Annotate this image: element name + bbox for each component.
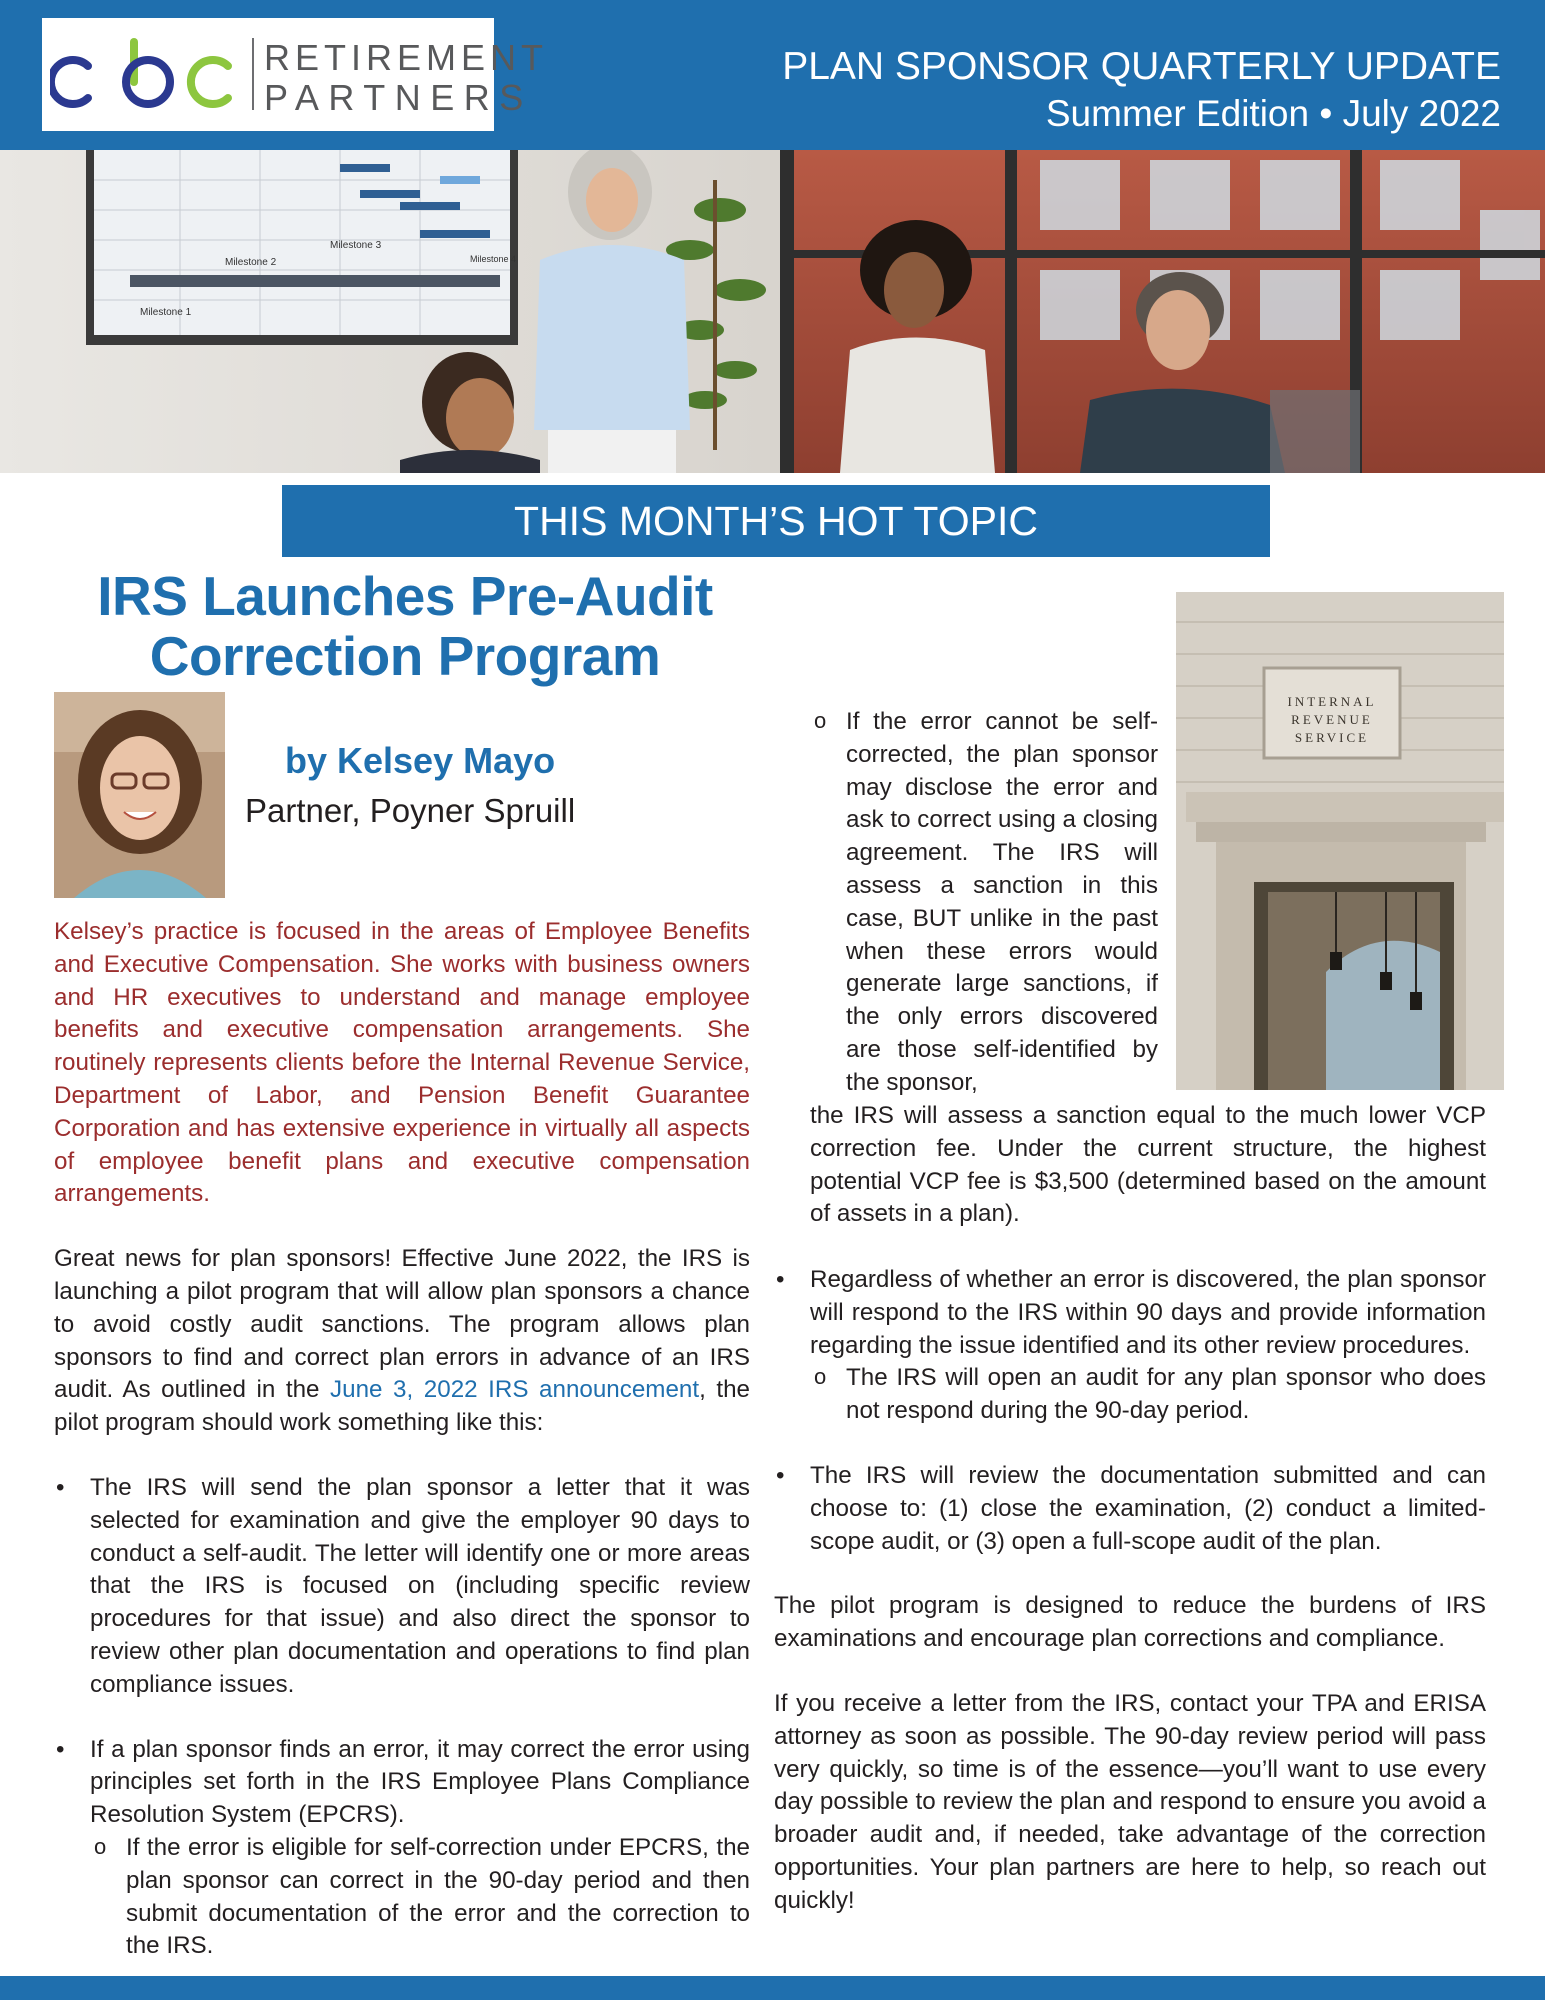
author-portrait bbox=[54, 692, 225, 898]
closing-paragraph-1: The pilot program is designed to reduce the burdens of IRS examinations and encourage plan corrections and compliance. bbox=[774, 1592, 1486, 1653]
list-item bbox=[90, 1832, 750, 1963]
irs-building-photo bbox=[1176, 592, 1504, 1090]
tv-milestone-2: Milestone 2 bbox=[225, 257, 277, 268]
left-column bbox=[54, 916, 750, 1963]
tv-milestone-4: Milestone 4 bbox=[470, 254, 517, 264]
intro-text-after-link: , the pilot program should work something like this: bbox=[54, 1376, 750, 1437]
tv-milestone-3: Milestone 3 bbox=[330, 240, 382, 251]
list-item bbox=[774, 1460, 1486, 1558]
right-column-bottom bbox=[774, 1264, 1486, 1918]
headline-line-1: IRS Launches Pre-Audit bbox=[97, 565, 713, 627]
article-byline: by Kelsey Mayo bbox=[285, 740, 556, 781]
list-item bbox=[774, 1264, 1486, 1428]
author-photo bbox=[54, 692, 225, 898]
company-logo bbox=[42, 18, 548, 131]
bullet-4-text: The IRS will review the documentation submitted and can choose to: (1) close the examination, (2) conduct a limited-scope audit, or (3) open a full-scope audit of the plan. bbox=[810, 1461, 1486, 1555]
steps-list-right bbox=[774, 1264, 1486, 1558]
author-affiliation: Partner, Poyner Spruill bbox=[245, 792, 576, 829]
office-meeting-illustration bbox=[0, 150, 1545, 473]
publication-title: PLAN SPONSOR QUARTERLY UPDATE bbox=[782, 45, 1501, 88]
irs-sign-line-2: REVENUE bbox=[1291, 712, 1373, 727]
tv-milestone-1: Milestone 1 bbox=[140, 307, 192, 318]
list-item bbox=[54, 1472, 750, 1702]
bullet-3-sub-1-text: The IRS will open an audit for any plan sponsor who does not respond during the 90-day period. bbox=[846, 1364, 1486, 1425]
steps-list-left bbox=[54, 1472, 750, 1963]
article-headline bbox=[40, 566, 770, 686]
right-column-continuation bbox=[810, 1100, 1486, 1231]
bullet-2-sub-1-text: If the error is eligible for self-correction under EPCRS, the plan sponsor can correct in the 90-day period and then submit documentation of the error and the correction to the IRS. bbox=[126, 1833, 750, 1960]
bullet-2-text: If a plan sponsor finds an error, it may correct the error using principles set forth in the IRS Employee Plans Compliance Resolution System (EPCRS). bbox=[90, 1735, 750, 1829]
publication-edition: Summer Edition • July 2022 bbox=[1045, 93, 1501, 134]
page-header bbox=[0, 0, 1545, 150]
closing-paragraph-2: If you receive a letter from the IRS, contact your TPA and ERISA attorney as soon as possible. The 90-day review period will pass very quickly, so time is of the essence—you’ll want to use every day possible to review the plan and respond to ensure you avoid a broader audit and, if needed, take advantage of the correction opportunities. Your plan partners are here to help, so reach out quickly! bbox=[774, 1689, 1486, 1914]
headline-line-2: Correction Program bbox=[149, 625, 661, 687]
intro-paragraph bbox=[54, 1243, 750, 1440]
right-column-top bbox=[810, 706, 1158, 1100]
bullet-1-text: The IRS will send the plan sponsor a letter that it was selected for examination and give the employer 90 days to conduct a self-audit. The letter will identify one or more areas that the IRS is focused on (including specific review procedures for that issue) and also direct the sponsor to review other plan documentation and operations to find plan compliance issues. bbox=[90, 1473, 750, 1698]
irs-sign-line-3: SERVICE bbox=[1294, 730, 1370, 745]
banner-photo bbox=[0, 150, 1545, 473]
cbc-logo-mark bbox=[50, 38, 250, 118]
logo-divider bbox=[252, 38, 254, 110]
irs-sign-line-1: INTERNAL bbox=[1287, 694, 1377, 709]
list-item bbox=[54, 1734, 750, 1964]
irs-announcement-link[interactable]: June 3, 2022 IRS announcement bbox=[330, 1376, 700, 1404]
footer-bar bbox=[0, 1976, 1545, 2000]
author-bio: Kelsey’s practice is focused in the areas of Employee Benefits and Executive Compensation. She works with business owners and HR executives to understand and manage employee benefits and executive compensation arrangements. She routinely represents clients before the Internal Revenue Service, Department of Labor, and Pension Benefit Guarantee Corporation and has extensive experience in virtually all aspects of employee benefit plans and executive compensation arrangements. bbox=[54, 918, 750, 1208]
bullet-2-sub-2-text-a: If the error cannot be self-corrected, the plan sponsor may disclose the error and ask to correct using a closing agreement. The IRS will assess a sanction in this case, BUT unlike in the past when these errors would generate large sanctions, if the only errors discovered are those self-identified by the sponsor, bbox=[846, 708, 1158, 1096]
bullet-3-text: Regardless of whether an error is discovered, the plan sponsor will respond to the IRS within 90 days and provide information regarding the issue identified and its other review procedures. bbox=[810, 1266, 1486, 1359]
list-item bbox=[810, 1362, 1486, 1428]
logo-word-partners: PARTNERS bbox=[264, 77, 533, 118]
list-item bbox=[810, 706, 1158, 1100]
bullet-2-sub-2-text-b: the IRS will assess a sanction equal to the much lower VCP correction fee. Under the current structure, the highest potential VCP fee is $3,500 (determined based on the amount of assets in a plan). bbox=[810, 1102, 1486, 1228]
logo-word-retirement: RETIREMENT bbox=[264, 37, 548, 78]
irs-building-illustration bbox=[1176, 592, 1504, 1090]
hot-topic-banner: THIS MONTH’S HOT TOPIC bbox=[282, 485, 1270, 557]
intro-text-before-link: Great news for plan sponsors! Effective June 2022, the IRS is launching a pilot program that will allow plan sponsors a chance to avoid costly audit sanctions. The program allows plan sponsors to find and correct plan errors in advance of an IRS audit. As outlined in the bbox=[54, 1245, 750, 1404]
